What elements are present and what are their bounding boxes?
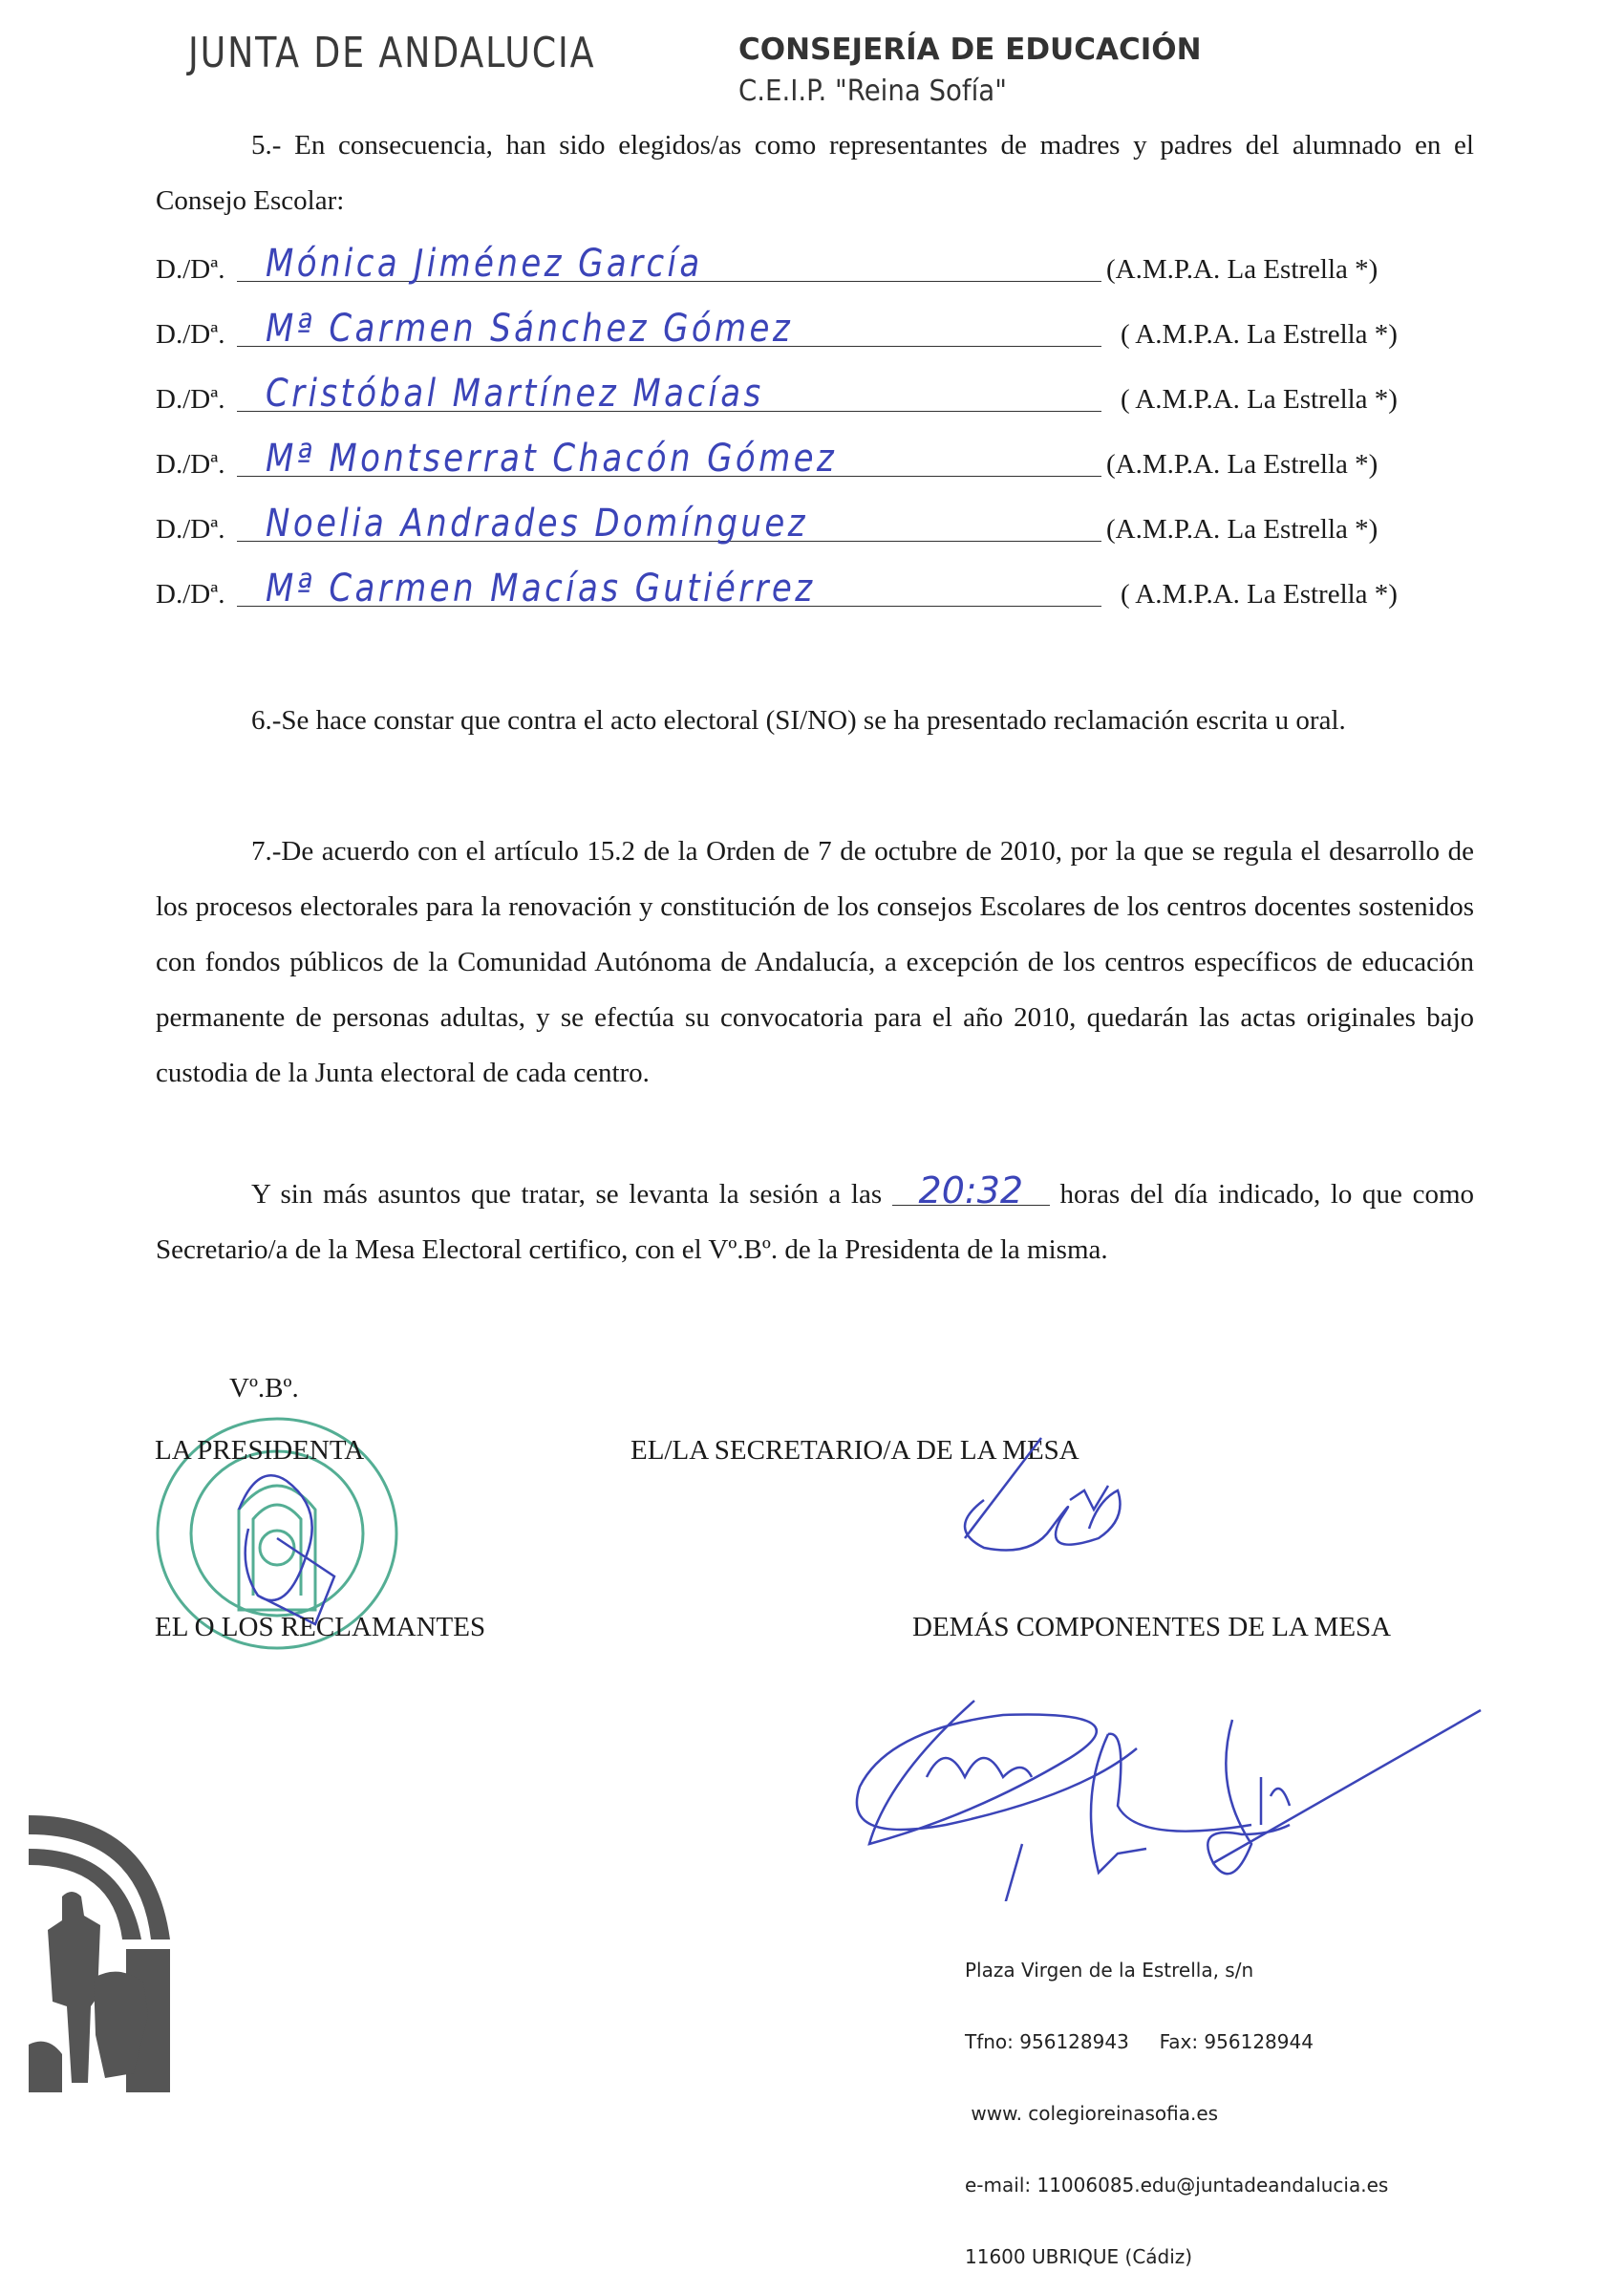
- footer-city: 11600 UBRIQUE (Cádiz): [965, 2245, 1193, 2268]
- rep-prefix: D./Dª.: [156, 449, 225, 480]
- closing-text: [156, 1167, 1474, 1277]
- rep-prefix: D./Dª.: [156, 579, 225, 610]
- representative-row: [156, 559, 1398, 616]
- school-name: C.E.I.P. "Reina Sofía": [738, 75, 1007, 108]
- section-6-text: 6.-Se hace constar que contra el acto electoral (SI/NO) se ha presentado reclamación escrita u oral.: [251, 705, 1346, 736]
- representative-row: [156, 234, 1378, 291]
- closing-before: Y sin más asuntos que tratar, se levanta la sesión a las: [251, 1179, 883, 1210]
- secretary-signature: [927, 1433, 1146, 1567]
- vobo-label: Vº.Bº.: [229, 1373, 299, 1404]
- footer-website[interactable]: www. colegioreinasofia.es: [965, 2102, 1219, 2125]
- rep-handwritten-name: Mª Carmen Macías Gutiérrez: [266, 567, 816, 611]
- section-5-text: 5.- En consecuencia, han sido elegidos/as como representantes de madres y padres del alumnado en el Consejo Escolar:: [156, 130, 1474, 216]
- department-title: CONSEJERÍA DE EDUCACIÓN: [738, 32, 1202, 67]
- claimants-label: EL O LOS RECLAMANTES: [155, 1612, 486, 1642]
- rep-handwritten-name: Mª Montserrat Chacón Gómez: [266, 437, 838, 481]
- section-7-text: 7.-De acuerdo con el artículo 15.2 de la Orden de 7 de octubre de 2010, por la que se regula el desarrollo de los procesos electorales para la renovación y constitución de los consejos Escolares de los centros docentes sostenidos con fondos públicos de la Comunidad Autónoma de Andalucía, a excepción de los centros específicos de educación permanente de personas adultas, y se efectúa su convocatoria para el año 2010, quedarán las actas originales bajo custodia de la Junta electoral de cada centro.: [156, 836, 1474, 1088]
- rep-association: ( A.M.P.A. La Estrella *): [1121, 319, 1398, 350]
- members-label: DEMÁS COMPONENTES DE LA MESA: [912, 1612, 1392, 1642]
- rep-association: (A.M.P.A. La Estrella *): [1106, 514, 1378, 545]
- rep-prefix: D./Dª.: [156, 254, 225, 285]
- secretary-label: EL/LA SECRETARIO/A DE LA MESA: [630, 1435, 1079, 1466]
- school-contact-footer: [965, 1911, 1388, 2293]
- closing-after: horas del día indicado, lo que como Secretario/a de la Mesa Electoral certifico, con el Vº.Bº. de la Presidenta de la misma.: [156, 1179, 1475, 1265]
- representative-row: [156, 364, 1398, 421]
- rep-association: ( A.M.P.A. La Estrella *): [1121, 384, 1398, 415]
- rep-handwritten-name: Mónica Jiménez García: [266, 242, 703, 286]
- representative-row: [156, 299, 1398, 356]
- rep-association: ( A.M.P.A. La Estrella *): [1121, 579, 1398, 610]
- rep-handwritten-name: Noelia Andrades Domínguez: [266, 502, 808, 546]
- footer-email[interactable]: e-mail: 11006085.edu@juntadeandalucia.es: [965, 2174, 1389, 2197]
- session-end-time: 20:32: [892, 1176, 1050, 1206]
- rep-handwritten-name: Mª Carmen Sánchez Gómez: [266, 307, 794, 351]
- rep-prefix: D./Dª.: [156, 514, 225, 545]
- president-label: LA PRESIDENTA: [155, 1435, 365, 1466]
- footer-phone-fax: Tfno: 956128943 Fax: 956128944: [965, 2030, 1314, 2053]
- rep-prefix: D./Dª.: [156, 384, 225, 415]
- footer-address: Plaza Virgen de la Estrella, s/n: [965, 1959, 1254, 1982]
- members-signatures: [831, 1672, 1500, 1901]
- institution-title: JUNTA DE ANDALUCIA: [188, 29, 596, 77]
- junta-andalucia-logo: [29, 1806, 172, 2102]
- rep-prefix: D./Dª.: [156, 319, 225, 350]
- rep-association: (A.M.P.A. La Estrella *): [1106, 449, 1378, 480]
- rep-handwritten-name: Cristóbal Martínez Macías: [266, 372, 764, 416]
- representative-row: [156, 429, 1378, 486]
- representative-row: [156, 494, 1378, 551]
- rep-association: (A.M.P.A. La Estrella *): [1106, 254, 1378, 285]
